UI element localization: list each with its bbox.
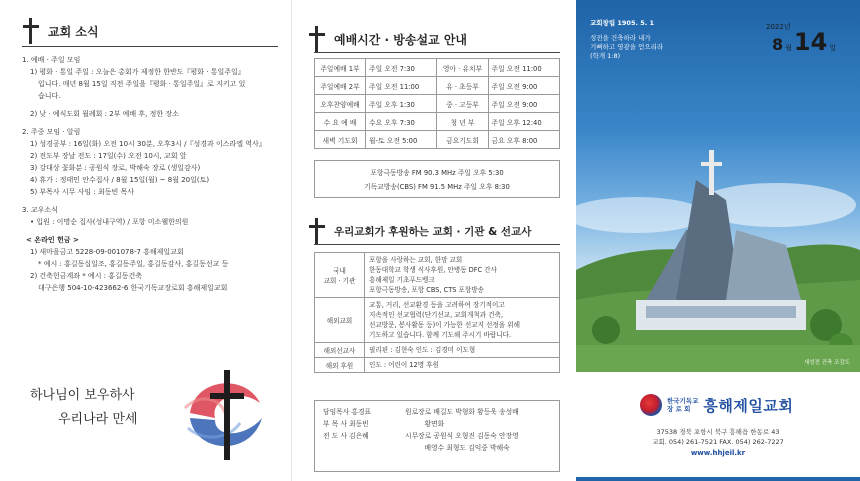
staff-elders: 황면화	[405, 420, 445, 428]
staff-row	[323, 406, 551, 418]
radio-broadcast-box	[314, 160, 560, 198]
support-category	[315, 343, 365, 358]
divider	[314, 52, 560, 53]
schedule-row	[315, 131, 560, 149]
news-line: 2) 전도부 장날 전도 : 17일(수) 오전 10시, 교회 앞	[30, 152, 187, 160]
church-name: 흥해제일교회	[703, 396, 794, 415]
support-table	[314, 252, 560, 373]
schedule-time: 주일 오전 11:00	[366, 77, 437, 95]
schedule-row	[315, 77, 560, 95]
support-details	[365, 358, 560, 373]
support-category-sublabel: 교회 · 기관	[323, 277, 356, 285]
founded-date: 교회창립 1905. 5. 1	[590, 19, 654, 27]
worship-header	[308, 26, 467, 52]
schedule-row	[315, 95, 560, 113]
schedule-service: 오후찬양예배	[315, 95, 366, 113]
support-line: 필리핀 : 김현숙 인도 : 김경미 이도형	[369, 346, 476, 354]
support-row	[315, 253, 560, 298]
schedule-service: 중 · 고등부	[437, 95, 488, 113]
schedule-service: 새벽 기도회	[315, 131, 366, 149]
support-row	[315, 358, 560, 373]
news-line: 2) 낮 · 예식도회 월례회 : 2부 예배 후, 정한 장소	[30, 110, 179, 118]
schedule-time: 주일 오전 7:30	[366, 59, 437, 77]
phone-line: 교회. 054) 261-7521 FAX. 054) 262-7227	[652, 438, 784, 446]
news-line: 1) 새마을금고 5228-09-001078-7 흥해제일교회	[30, 248, 184, 256]
support-category	[315, 298, 365, 343]
schedule-time: 주일 오후 1:30	[366, 95, 437, 113]
worship-schedule-table	[314, 58, 560, 149]
verse-line-3: (학개 1:8)	[590, 52, 621, 60]
support-details	[365, 343, 560, 358]
schedule-time: 주일 오후 12:40	[488, 113, 559, 131]
support-line: 선교방문, 봉사활동 등)이 가능한 선교지 선정을 위해	[369, 321, 521, 329]
date-day-unit: 일	[829, 44, 837, 52]
cross-icon	[308, 26, 326, 52]
support-category-label: 해외 후원	[325, 362, 354, 370]
schedule-time: 월-토 오전 5:00	[366, 131, 437, 149]
divider	[22, 46, 278, 47]
news-title: 교회 소식	[48, 24, 99, 39]
support-row	[315, 298, 560, 343]
denomination-label	[667, 397, 698, 413]
bulletin-year: 2022년	[766, 23, 791, 31]
schedule-service: 주일예배 2부	[315, 77, 366, 95]
church-website-link[interactable]: www.hhjeil.kr	[690, 449, 746, 457]
news-line: 1. 예배 · 주일 모임	[22, 56, 81, 64]
news-line: < 온라인 헌금 >	[26, 236, 79, 244]
staff-pastor: 담임목사 홍경표	[323, 408, 372, 416]
blessing-text	[30, 384, 137, 432]
bulletin-date	[772, 28, 838, 56]
news-panel	[0, 0, 292, 481]
staff-row	[323, 442, 551, 454]
address-line: 37538 경북 포항시 북구 흥해읍 한동로 43	[656, 428, 780, 436]
bible-verse	[590, 34, 663, 61]
news-line: 습니다.	[38, 92, 61, 100]
staff-pastor: 전 도 사 김은혜	[323, 432, 369, 440]
news-line: 3. 교우소식	[22, 206, 58, 214]
schedule-time: 주일 오전 9:00	[488, 95, 559, 113]
church-address	[576, 427, 860, 447]
support-line: 지속적인 선교협력(단기선교, 교회개척과 건축,	[369, 311, 504, 319]
support-category-label: 국내	[333, 267, 346, 275]
news-line: • 입원 : 이명순 집사(성내구역) / 포항 미소웰한의원	[30, 218, 189, 226]
date-day: 14	[793, 28, 828, 56]
schedule-service: 금요기도회	[437, 131, 488, 149]
news-line: 1) 성경공부 : 16일(화) 오전 10시 30분, 오후3시 /『성경과 이스라엘 역사』	[30, 140, 266, 148]
staff-pastor: 부 목 사 최동빈	[323, 420, 369, 428]
radio-line-2: 기독교방송(CBS) FM 91.5 MHz 주일 오후 8:30	[364, 183, 510, 191]
news-line: 4) 휴가 : 정태민 안수집사 / 8월 15일(월) ~ 8월 20일(토)	[30, 176, 210, 184]
blessing-line-2: 우리나라 만세	[58, 412, 138, 427]
staff-elders: 배영수 최형도 김익중 박해숙	[405, 444, 510, 452]
staff-elders: 시무장로 공원식 오형진 김동숙 안장영	[405, 432, 519, 440]
support-line: 기도하고 있습니다. 함께 기도해 주시기 바랍니다.	[369, 331, 512, 339]
support-category-label: 해외교회	[326, 317, 353, 325]
denomination-line-2: 장 로 회	[667, 405, 691, 413]
news-line: 3) 강대상 꽃화분 : 공원식 장로, 박해숙 장로 (생일감사)	[30, 164, 201, 172]
image-caption: 새성전 건축 조감도	[803, 360, 850, 366]
support-category-label: 해외선교사	[323, 347, 356, 355]
verse-line-1: 성전을 건축하라 내가	[590, 34, 651, 42]
church-info	[576, 372, 860, 481]
staff-pastor	[323, 442, 405, 454]
support-details	[365, 253, 560, 298]
support-line: 인도 : 어린이 12명 후원	[369, 361, 439, 369]
schedule-row	[315, 59, 560, 77]
news-body	[22, 54, 284, 294]
church-emblem-icon	[640, 394, 662, 416]
schedule-time: 금요 오후 8:00	[488, 131, 559, 149]
news-line: 2. 주중 모임 · 알림	[22, 128, 81, 136]
date-month: 8	[772, 35, 784, 54]
worship-panel	[292, 0, 572, 481]
schedule-time: 주일 오전 11:00	[488, 59, 559, 77]
schedule-service: 영아 · 유치부	[437, 59, 488, 77]
worship-title: 예배시간 · 방송설교 안내	[334, 32, 468, 47]
news-line: 2) 건축헌금계좌 * 예시 : 홍길동건축	[30, 272, 143, 280]
news-line: 입니다. 매년 8월 15일 직전 주일을『평화 · 통일주일』로 지키고 있	[38, 80, 246, 88]
support-category	[315, 358, 365, 373]
news-line: 1) 평화 · 통일 주일 : 오늘은 총회가 제정한 한반도『평화 · 통일주일』	[30, 68, 245, 76]
staff-elders: 원로장로 배길도 박형화 황등욱 송성배	[405, 408, 519, 416]
staff-row	[323, 430, 551, 442]
staff-row	[323, 418, 551, 430]
schedule-time: 주일 오전 9:00	[488, 77, 559, 95]
cross-icon	[308, 218, 326, 244]
schedule-service: 유 · 초등부	[437, 77, 488, 95]
verse-line-2: 기뻐하고 영광을 얻으리라	[590, 43, 664, 51]
staff-list	[314, 400, 560, 472]
bottom-strip	[576, 477, 860, 481]
support-category	[315, 253, 365, 298]
taegeuk-cross-emblem	[170, 358, 280, 468]
cover-panel	[576, 0, 860, 481]
support-line: 한동대학교 학생 식사후원, 안병동 DFC 간사	[369, 266, 497, 274]
radio-line-1: 포항극동방송 FM 90.3 MHz 주일 오후 5:30	[370, 169, 504, 177]
schedule-service: 주일예배 1부	[315, 59, 366, 77]
news-header	[22, 18, 99, 44]
support-line: 포항을 사랑하는 교회, 한맘 교회	[369, 256, 463, 264]
date-month-unit: 월	[785, 44, 792, 52]
support-header	[308, 218, 531, 244]
news-line: * 예시 : 홍길동십일조, 홍길동주일, 홍길동감사, 홍길동선교 등	[38, 260, 229, 268]
support-line: 포항극동방송, 포항 CBS, CTS 포항방송	[369, 286, 485, 294]
support-title: 우리교회가 후원하는 교회 · 기관 & 선교사	[334, 225, 532, 238]
support-line: 교통, 거리, 선교환경 등을 고려하여 장기적이고	[369, 301, 505, 309]
schedule-time: 수요 오후 7:30	[366, 113, 437, 131]
support-details	[365, 298, 560, 343]
denomination-line-1: 한국기독교	[667, 397, 699, 405]
news-line: 대구은행 504-10-423662-6 한국기독교장로회 흥해제일교회	[38, 284, 228, 292]
blessing-line-1: 하나님이 보우하사	[30, 388, 135, 403]
news-line: 5) 부목사 시무 사임 : 최동빈 목사	[30, 188, 135, 196]
schedule-service: 청 년 부	[437, 113, 488, 131]
schedule-service: 수 요 예 배	[315, 113, 366, 131]
schedule-row	[315, 113, 560, 131]
divider	[314, 244, 560, 245]
support-line: 흥해제일 기초푸드뱅크	[369, 276, 435, 284]
church-logo	[640, 394, 793, 416]
support-row	[315, 343, 560, 358]
cover-image	[576, 0, 860, 372]
cross-icon	[22, 18, 40, 44]
